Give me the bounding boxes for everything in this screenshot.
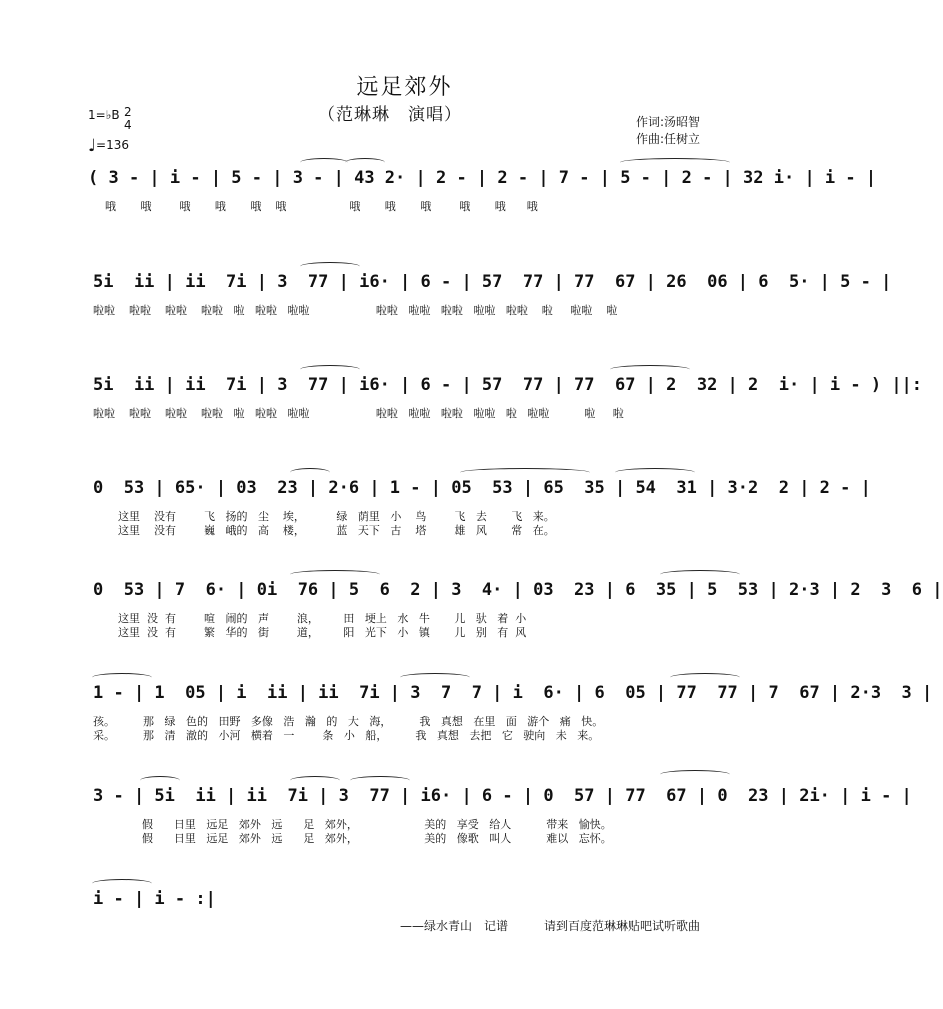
slur-mark xyxy=(400,673,470,682)
song-title: 远足郊外 xyxy=(356,75,453,100)
notes-line: 3 - | 5i ii | ii 7i | 3 77 | i6· | 6 - | 0 57 | 77 67 | 0 23 | 2i· | i - | xyxy=(93,786,912,806)
transcriber-footer: ——绿水青山 记谱 请到百度范琳琳贴吧试听歌曲 xyxy=(400,919,701,933)
lyrics-verse-1: 啦啦 啦啦 啦啦 啦啦 啦 啦啦 啦啦 啦啦 啦啦 啦啦 啦啦 啦啦 啦 啦啦 啦 xyxy=(93,304,618,317)
slur-mark xyxy=(345,158,385,167)
lyrics-verse-2: 这里 没 有 繁 华的 街 道， 阳 光下 小 镇 儿 别 有 风 xyxy=(118,626,527,639)
notes-line: 1 - | 1 05 | i ii | ii 7i | 3 7 7 | i 6· | 6 05 | 77 77 | 7 67 | 2·3 3 | xyxy=(93,683,933,703)
slur-mark xyxy=(290,570,380,579)
slur-mark xyxy=(290,468,330,477)
notes-line: 5i ii | ii 7i | 3 77 | i6· | 6 - | 57 77 | 77 67 | 26 06 | 6 5· | 5 - | xyxy=(93,272,892,292)
lyrics-verse-2: 假 日里 远足 郊外 远 足 郊外， 美的 像歌 叫人 难以 忘怀。 xyxy=(93,832,612,845)
lyrics-verse-1: 孩。 那 绿 色的 田野 多像 浩 瀚 的 大 海， 我 真想 在里 面 游个 痛 快。 xyxy=(93,715,604,728)
time-bottom: 4 xyxy=(124,118,132,132)
notes-line: 0 53 | 7 6· | 0i 76 | 5 6 2 | 3 4· | 03 23 | 6 35 | 5 53 | 2·3 | 2 3 6 | xyxy=(93,580,943,600)
slur-mark xyxy=(300,158,348,167)
key-text: 1=♭B xyxy=(88,108,120,122)
lyrics-verse-1: 啦啦 啦啦 啦啦 啦啦 啦 啦啦 啦啦 啦啦 啦啦 啦啦 啦啦 啦 啦啦 啦 啦 xyxy=(93,407,624,420)
lyrics-verse-1: 假 日里 远足 郊外 远 足 郊外， 美的 享受 给人 带来 愉快。 xyxy=(93,818,612,831)
time-signature xyxy=(124,106,132,132)
tempo-value: =136 xyxy=(96,138,129,152)
performer-subtitle: （范琳琳 演唱） xyxy=(318,105,462,125)
lyrics-verse-2: 采。 那 清 澈的 小河 横着 一 条 小 船， 我 真想 去把 它 驶向 未 来。 xyxy=(93,729,600,742)
slur-mark xyxy=(92,673,152,682)
lyrics-verse-1: 哦 哦 哦 哦 哦 哦 哦 哦 哦 哦 哦 哦 xyxy=(105,200,538,213)
notes-line: 0 53 | 65· | 03 23 | 2·6 | 1 - | 05 53 | 65 35 | 54 31 | 3·2 2 | 2 - | xyxy=(93,478,871,498)
slur-mark xyxy=(660,770,730,779)
quarter-note-icon: ♩ xyxy=(88,136,97,156)
slur-mark xyxy=(610,365,690,374)
tempo-marking xyxy=(88,136,129,156)
slur-mark xyxy=(92,879,152,888)
slur-mark xyxy=(660,570,740,579)
composer: 作曲:任树立 xyxy=(636,132,701,146)
key-signature xyxy=(88,105,132,132)
lyrics-verse-1: 这里 没 有 喧 闹的 声 浪， 田 埂上 水 牛 儿 驮 着 小 xyxy=(118,612,527,625)
notes-line: ( 3 - | i - | 5 - | 3 - | 43 2· | 2 - | 2 - | 7 - | 5 - | 2 - | 32 i· | i - | xyxy=(88,168,877,188)
lyricist: 作词:汤昭智 xyxy=(636,115,701,129)
slur-mark xyxy=(460,468,590,477)
slur-mark xyxy=(620,158,730,167)
slur-mark xyxy=(615,468,695,477)
slur-mark xyxy=(290,776,340,785)
notes-line: i - | i - :| xyxy=(93,889,216,909)
credits xyxy=(636,114,700,148)
slur-mark xyxy=(300,262,360,271)
notes-line: 5i ii | ii 7i | 3 77 | i6· | 6 - | 57 77 | 77 67 | 2 32 | 2 i· | i - ) ||: xyxy=(93,375,923,395)
lyrics-verse-1: 这里 没有 飞 扬的 尘 埃， 绿 荫里 小 鸟 飞 去 飞 来。 xyxy=(118,510,555,523)
slur-mark xyxy=(300,365,360,374)
slur-mark xyxy=(670,673,740,682)
slur-mark xyxy=(350,776,410,785)
time-top: 2 xyxy=(124,105,132,119)
lyrics-verse-2: 这里 没有 巍 峨的 高 楼， 蓝 天下 古 塔 雄 风 常 在。 xyxy=(118,524,555,537)
slur-mark xyxy=(140,776,180,785)
